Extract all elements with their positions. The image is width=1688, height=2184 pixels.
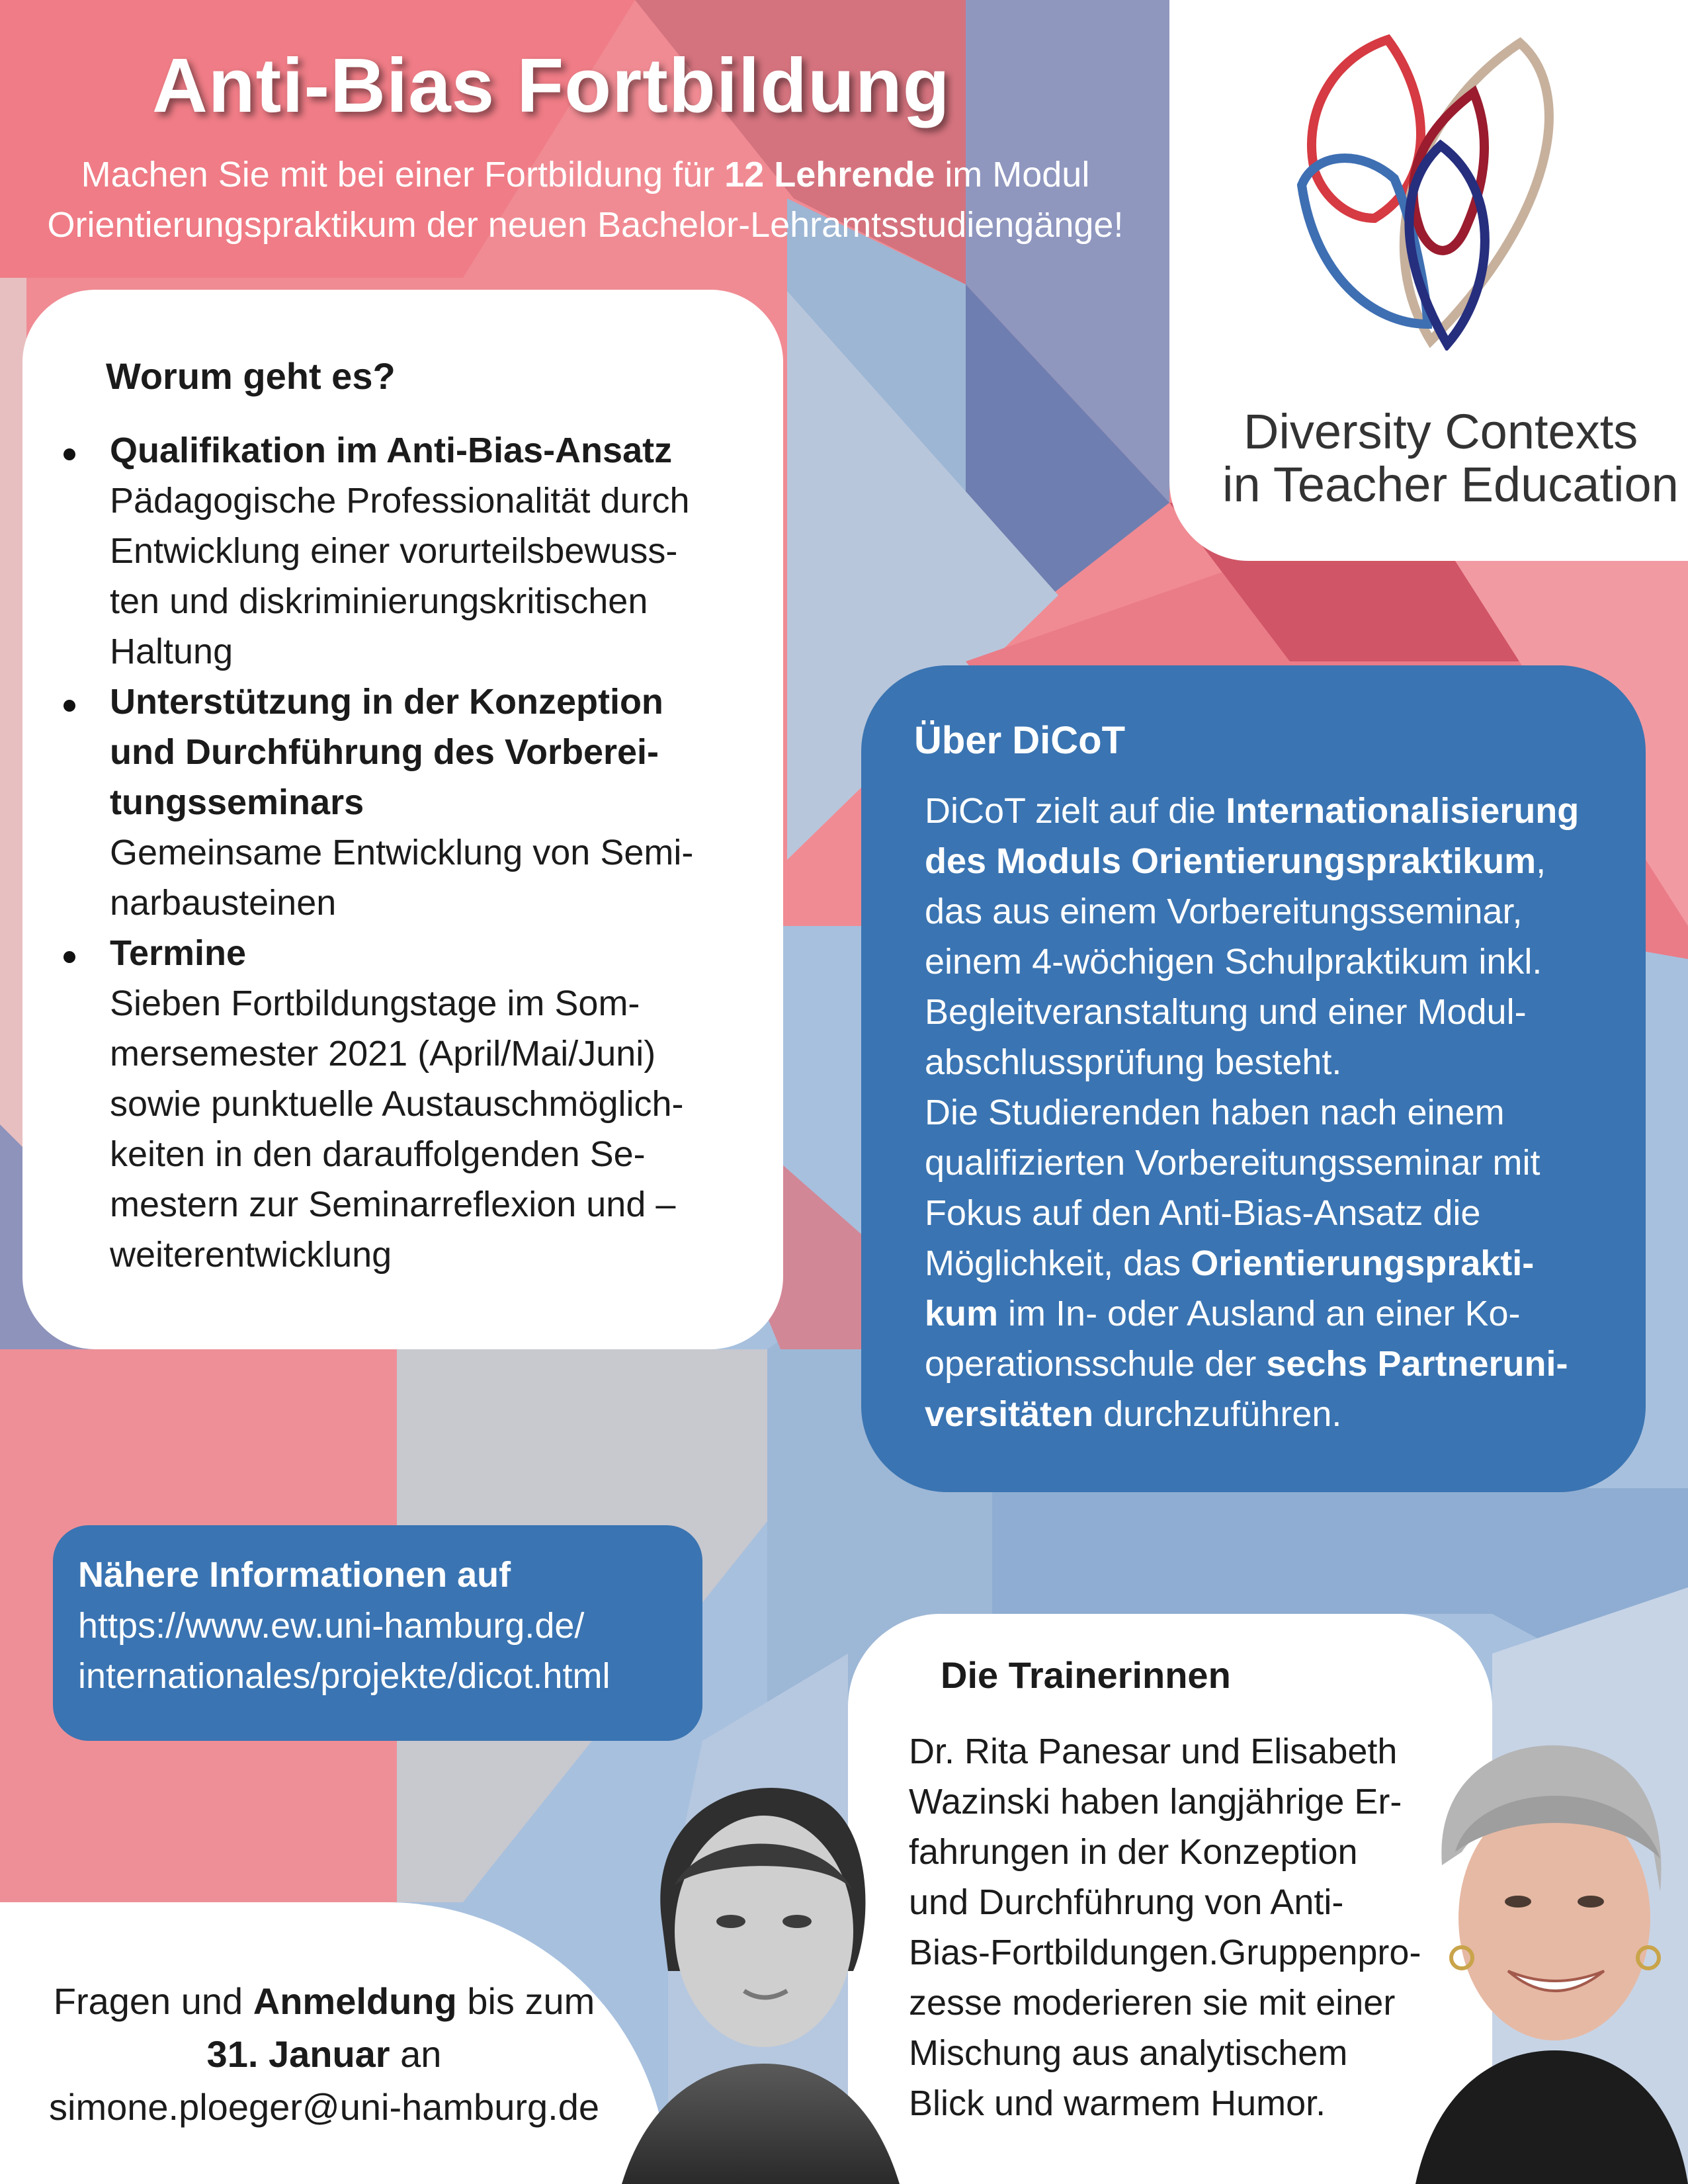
topic-body-line: mersemester 2021 (April/Mai/Juni): [110, 1034, 656, 1073]
topic-title: tungsseminars: [110, 782, 364, 822]
topic-title: Qualifikation im Anti-Bias-Ansatz: [110, 431, 673, 470]
about-line: Die Studierenden haben nach einem: [925, 1093, 1505, 1132]
about-line: Möglichkeit, das Orientierungsprakti-: [925, 1243, 1535, 1283]
subtitle: [0, 149, 1171, 250]
topic-item: [110, 677, 771, 928]
about-line: qualifizierten Vorbereitungsseminar mit: [925, 1143, 1540, 1183]
about-text: [925, 786, 1626, 1439]
trainers-line: zesse moderieren sie mit einer: [909, 1983, 1396, 2023]
trainers-line: Bias-Fortbildungen.Gruppenpro-: [909, 1933, 1421, 1972]
more-info-url-line2: internationales/projekte/dicot.html: [78, 1656, 611, 1696]
topics-heading: Worum geht es?: [106, 355, 396, 397]
topic-body-line: Sieben Fortbildungstage im Som-: [110, 984, 640, 1023]
subtitle-line1-start: Machen Sie mit bei einer Fortbildung für: [81, 155, 725, 194]
about-line: abschlussprüfung besteht.: [925, 1042, 1342, 1082]
about-line: operationsschule der sechs Partneruni-: [925, 1344, 1568, 1384]
subtitle-line1-end: im Modul: [935, 155, 1090, 194]
about-line: versitäten durchzuführen.: [925, 1394, 1342, 1434]
topic-item: [110, 425, 771, 677]
topic-body-line: sowie punktuelle Austauschmöglich-: [110, 1084, 684, 1124]
page-title: Anti-Bias Fortbildung: [152, 42, 950, 128]
topic-title: Termine: [110, 933, 247, 973]
trainers-line: Dr. Rita Panesar und Elisabeth: [909, 1732, 1398, 1771]
topic-body-line: keiten in den darauffolgenden Se-: [110, 1134, 646, 1174]
trainers-card: [848, 1614, 1492, 2184]
trainers-line: Wazinski haben langjährige Er-: [909, 1782, 1402, 1822]
topic-body-line: Gemeinsame Entwicklung von Semi-: [110, 833, 694, 872]
dicot-logo-icon: [1275, 20, 1593, 351]
topic-title: Unterstützung in der Konzeption: [110, 682, 663, 722]
about-dicot-card: [861, 665, 1646, 1492]
about-line: einem 4-wöchigen Schulpraktikum inkl.: [925, 942, 1542, 982]
subtitle-line2: Orientierungspraktikum der neuen Bachelor-Lehramtsstudiengänge!: [47, 205, 1124, 245]
about-line: das aus einem Vorbereitungsseminar,: [925, 892, 1523, 931]
topic-body-line: Haltung: [110, 632, 233, 671]
topic-title: und Durchführung des Vorberei-: [110, 732, 659, 772]
contact-line2: 31. Januar an: [206, 2033, 442, 2075]
trainers-line: Blick und warmem Humor.: [909, 2083, 1326, 2123]
contact-email-link[interactable]: simone.ploeger@uni-hamburg.de: [49, 2086, 599, 2128]
about-line: Begleitveranstaltung und einer Modul-: [925, 992, 1527, 1032]
bullet-icon: [63, 951, 75, 963]
topic-item: [110, 928, 771, 1280]
trainers-line: Mischung aus analytischem: [909, 2033, 1348, 2073]
topic-body-line: weiterentwicklung: [110, 1235, 392, 1275]
trainers-line: fahrungen in der Konzeption: [909, 1832, 1358, 1872]
topic-body-line: Pädagogische Professionalität durch: [110, 481, 690, 521]
topic-body-line: mestern zur Seminarreflexion und –: [110, 1185, 676, 1224]
bullet-icon: [63, 700, 75, 712]
topic-body-line: ten und diskriminierungskritischen: [110, 581, 648, 621]
more-info-heading: Nähere Informationen auf: [78, 1555, 511, 1595]
more-info-url-line1: https://www.ew.uni-hamburg.de/: [78, 1606, 585, 1646]
more-info-card: [53, 1525, 702, 1741]
logo-card: [1169, 0, 1688, 561]
about-line: Fokus auf den Anti-Bias-Ansatz die: [925, 1193, 1481, 1233]
about-line: des Moduls Orientierungspraktikum,: [925, 841, 1546, 881]
trainer-photo-1: [622, 1753, 900, 2184]
topic-body-line: Entwicklung einer vorurteilsbewuss-: [110, 531, 678, 571]
about-line: kum im In- oder Ausland an einer Ko-: [925, 1294, 1521, 1333]
trainer-photo-2: [1415, 1720, 1688, 2184]
trainers-text: [909, 1726, 1504, 2128]
trainers-heading: Die Trainerinnen: [941, 1654, 1231, 1696]
bullet-icon: [63, 448, 75, 460]
about-heading: Über DiCoT: [914, 719, 1125, 762]
subtitle-highlight: 12 Lehrende: [724, 155, 935, 194]
logo-text-line2: in Teacher Education: [1222, 457, 1679, 512]
logo-text-line1: Diversity Contexts: [1244, 404, 1638, 459]
topic-body-line: narbausteinen: [110, 883, 337, 923]
contact-text: [0, 1975, 648, 2134]
contact-line1: Fragen und Anmeldung bis zum: [53, 1980, 595, 2022]
more-info-link[interactable]: [78, 1601, 610, 1701]
trainers-line: und Durchführung von Anti-: [909, 1882, 1344, 1922]
topics-card: [22, 290, 783, 1349]
about-line: DiCoT zielt auf die Internationalisierung: [925, 791, 1580, 831]
